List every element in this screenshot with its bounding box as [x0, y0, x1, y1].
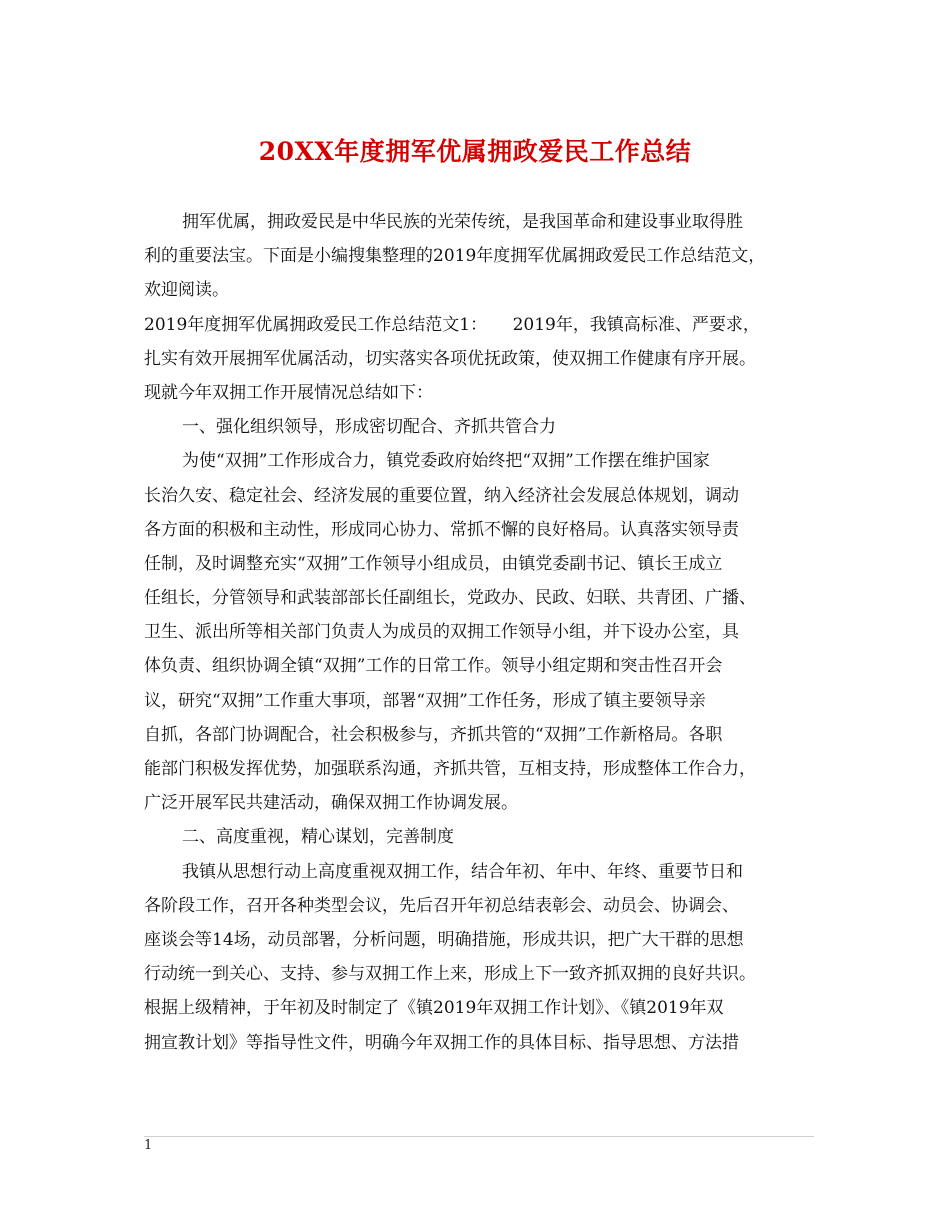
document-body	[144, 205, 814, 1060]
document-title: 20XX年度拥军优属拥政爱民工作总结	[258, 137, 692, 166]
body-line: 卫生、派出所等相关部门负责人为成员的双拥工作领导小组，并下设办公室，具	[144, 622, 739, 643]
body-line: 任制，及时调整充实“双拥”工作领导小组成员，由镇党委副书记、镇长王成立	[144, 553, 723, 574]
body-line: 为使“双拥”工作形成合力，镇党委政府始终把“双拥”工作摆在维护国家	[182, 451, 710, 472]
footer-divider	[144, 1136, 814, 1137]
body-line: 现就今年双拥工作开展情况总结如下：	[144, 382, 433, 403]
body-line: 2019年度拥军优属拥政爱民工作总结范文1： 2019年，我镇高标准、严要求，	[144, 314, 760, 335]
body-line: 利的重要法宝。下面是小编搜集整理的2019年度拥军优属拥政爱民工作总结范文，	[144, 246, 766, 267]
body-line: 体负责、组织协调全镇“双拥”工作的日常工作。领导小组定期和突击性召开会	[144, 656, 723, 677]
section-heading: 二、高度重视，精心谋划，完善制度	[182, 827, 454, 848]
page-number: 1	[144, 1138, 153, 1153]
body-line: 广泛开展军民共建活动，确保双拥工作协调发展。	[144, 793, 518, 814]
body-line: 各方面的积极和主动性，形成同心协力、常抓不懈的良好格局。认真落实领导责	[144, 519, 739, 540]
body-line: 扎实有效开展拥军优属活动，切实落实各项优抚政策，使双拥工作健康有序开展。	[144, 348, 756, 369]
body-line: 欢迎阅读。	[144, 280, 229, 301]
body-line: 我镇从思想行动上高度重视双拥工作，结合年初、年中、年终、重要节日和	[182, 861, 743, 882]
body-line: 各阶段工作，召开各种类型会议，先后召开年初总结表彰会、动员会、协调会、	[144, 895, 739, 916]
body-line: 行动统一到关心、支持、参与双拥工作上来，形成上下一致齐抓双拥的良好共识。	[144, 964, 756, 985]
body-line: 拥宣教计划》等指导性文件，明确今年双拥工作的具体目标、指导思想、方法措	[144, 1032, 739, 1053]
body-line: 拥军优属，拥政爱民是中华民族的光荣传统，是我国革命和建设事业取得胜	[182, 212, 743, 232]
section-heading: 一、强化组织领导，形成密切配合、齐抓共管合力	[182, 417, 556, 438]
body-line: 能部门积极发挥优势，加强联系沟通，齐抓共管，互相支持，形成整体工作合力，	[144, 759, 756, 779]
body-line: 座谈会等14场，动员部署，分析问题，明确措施，形成共识，把广大干群的思想	[144, 929, 744, 950]
body-line: 自抓，各部门协调配合，社会积极参与，齐抓共管的“双拥”工作新格局。各职	[144, 724, 723, 745]
body-line: 长治久安、稳定社会、经济发展的重要位置，纳入经济社会发展总体规划，调动	[144, 485, 739, 506]
body-line: 根据上级精神，于年初及时制定了《镇2019年双拥工作计划》、《镇2019年双	[144, 998, 724, 1019]
body-line: 任组长，分管领导和武装部部长任副组长，党政办、民政、妇联、共青团、广播、	[144, 588, 756, 609]
body-line: 议，研究“双拥”工作重大事项，部署“双拥”工作任务，形成了镇主要领导亲	[144, 690, 706, 711]
